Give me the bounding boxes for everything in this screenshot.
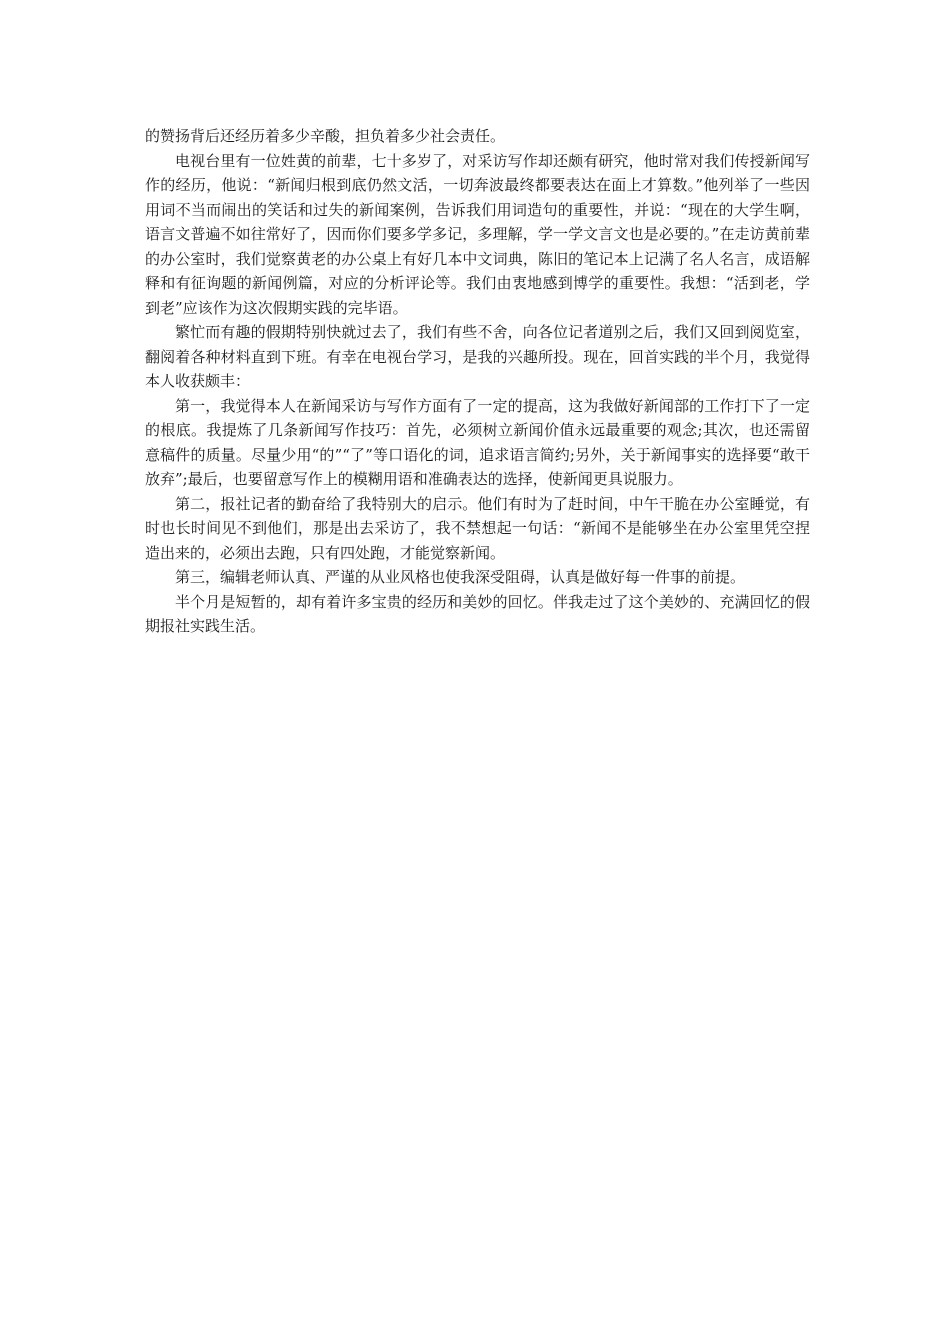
paragraph-conclusion: 半个月是短暂的，却有着许多宝贵的经历和美妙的回忆。伴我走过了这个美妙的、充满回忆的假期报社实践生活。 — [145, 592, 810, 635]
paragraph-end-of-holiday: 繁忙而有趣的假期特别快就过去了，我们有些不舍，向各位记者道别之后，我们又回到阅览室，翻阅着各种材料直到下班。有幸在电视台学习，是我的兴趣所投。现在，回首实践的半个月，我觉得本人收获颇丰： — [145, 323, 810, 390]
paragraph-second-gain: 第二，报社记者的勤奋给了我特别大的启示。他们有时为了赶时间，中午干脆在办公室睡觉，有时也长时间见不到他们，那是出去采访了，我不禁想起一句话：“新闻不是能够坐在办公室里凭空捏造出来的，必须出去跑，只有四处跑，才能觉察新闻。 — [145, 494, 810, 562]
paragraph-third-gain: 第三，编辑老师认真、严谨的从业风格也使我深受阻碍，认真是做好每一件事的前提。 — [175, 568, 746, 586]
paragraph-elder-advice: 电视台里有一位姓黄的前辈，七十多岁了，对采访写作却还颇有研究，他时常对我们传授新闻写作的经历，他说：“新闻归根到底仍然文活，一切奔波最终都要表达在面上才算数。”他列举了一些因用词不当而闹出的笑话和过失的新闻案例，告诉我们用词造句的重要性，并说：“现在的大学生啊，语言文普遍不如往常好了，因而你们要多学多记，多理解，学一学文言文也是必要的。”在走访黄前辈的办公室时，我们觉察黄老的办公桌上有好几本中文词典，陈旧的笔记本上记满了名人名言，成语解释和有征询题的新闻例篇，对应的分析评论等。我们由衷地感到博学的重要性。我想：“活到老，学到老”应该作为这次假期实践的完毕语。 — [145, 151, 810, 317]
paragraph-continuation: 的赞扬背后还经历着多少辛酸，担负着多少社会责任。 — [145, 127, 506, 145]
document-body — [145, 124, 810, 639]
paragraph-first-gain: 第一，我觉得本人在新闻采访与写作方面有了一定的提高，这为我做好新闻部的工作打下了一定的根底。我提炼了几条新闻写作技巧：首先，必须树立新闻价值永远最重要的观念;其次，也还需留意稿件的质量。尽量少用“的”“了”等口语化的词，追求语言简约;另外，关于新闻事实的选择要“敢干放弃”;最后，也要留意写作上的模糊用语和准确表达的选择，使新闻更具说服力。 — [145, 396, 810, 488]
